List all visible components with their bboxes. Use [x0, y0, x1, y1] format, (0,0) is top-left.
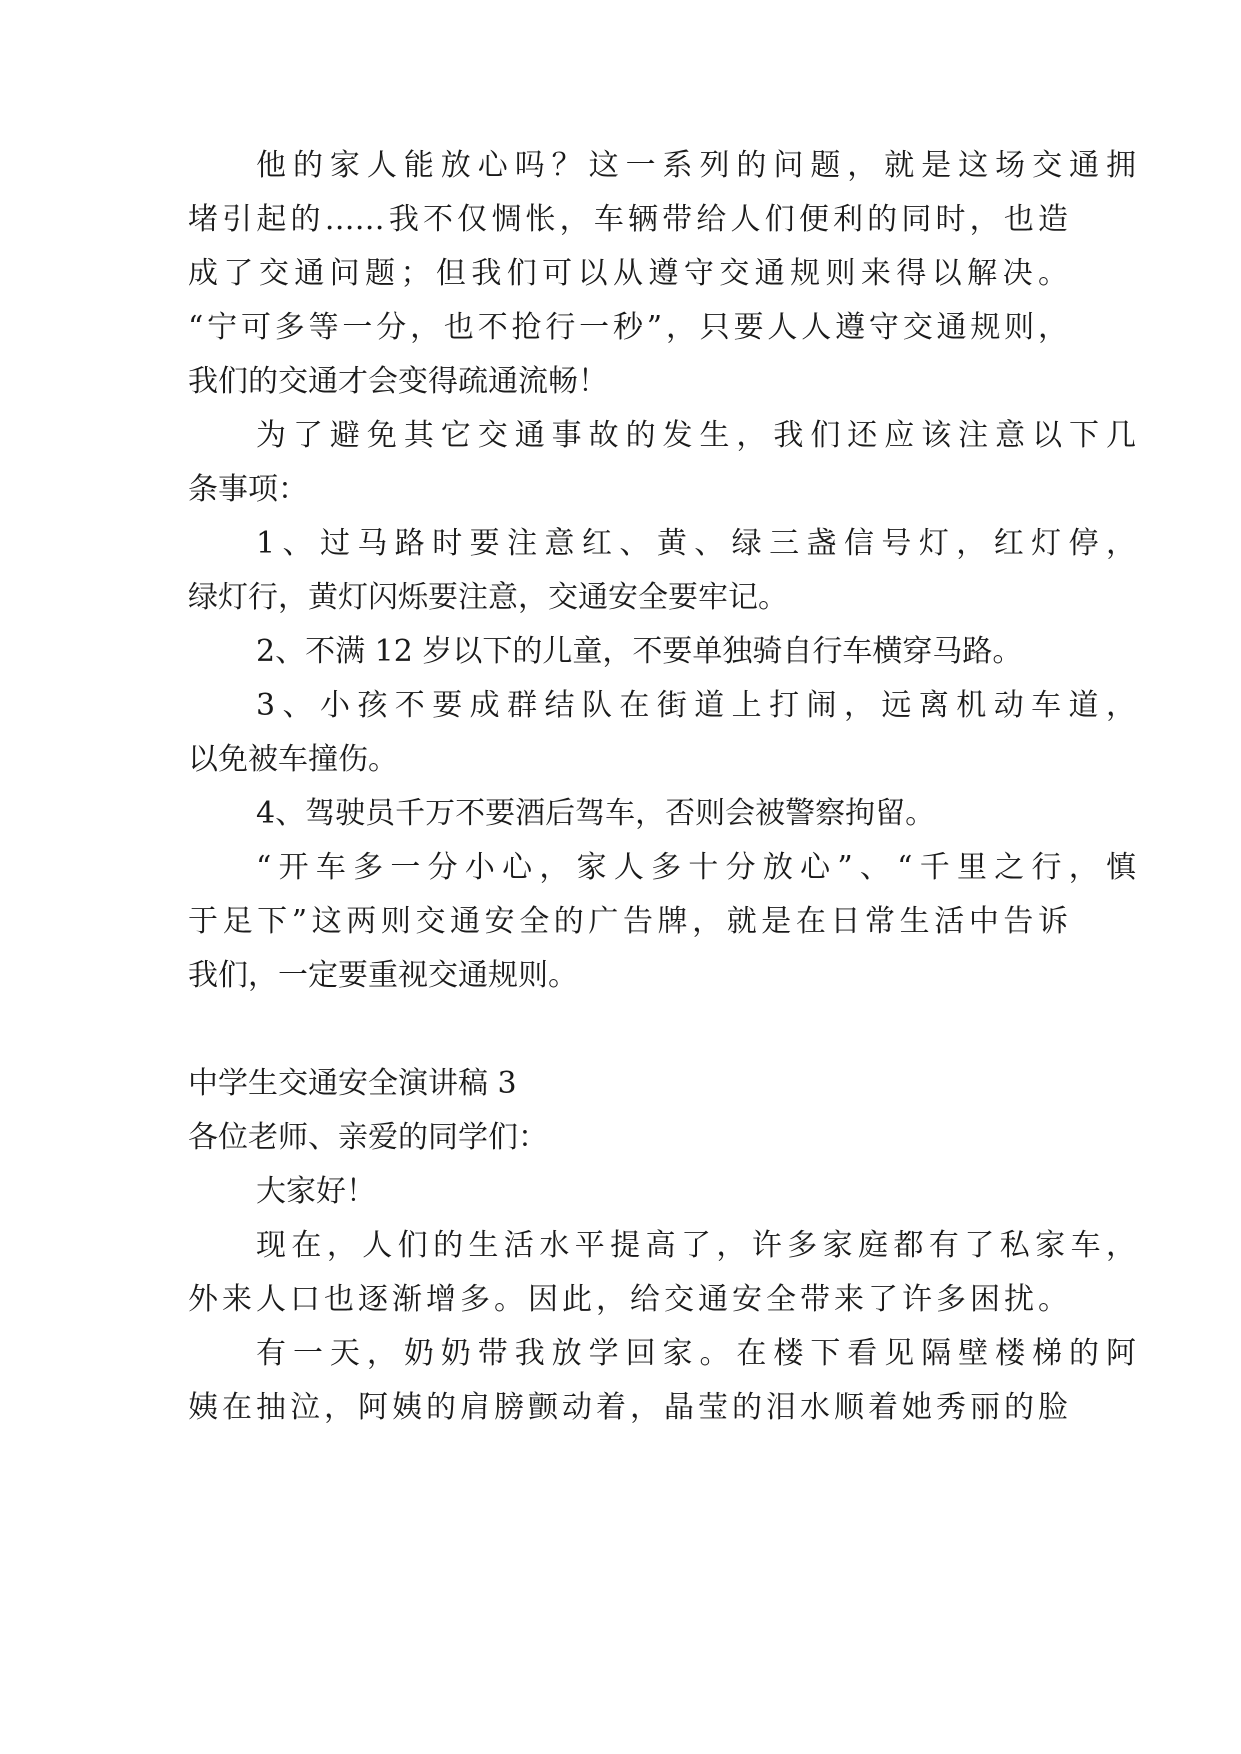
text-line: 我们，一定要重视交通规则。 [188, 958, 578, 993]
text-line: “开车多一分小心，家人多十分放心”、“千里之行，慎 [256, 850, 1136, 885]
salutation: 各位老师、亲爱的同学们： [188, 1120, 548, 1155]
text-line: 现在，人们的生活水平提高了，许多家庭都有了私家车， [256, 1228, 1136, 1263]
text-line: 于足下”这两则交通安全的广告牌，就是在日常生活中告诉 [188, 904, 1068, 939]
text-line: 成了交通问题；但我们可以从遵守交通规则来得以解决。 [188, 256, 1068, 291]
text-line: 4、驾驶员千万不要酒后驾车，否则会被警察拘留。 [256, 796, 936, 831]
text-line: “宁可多等一分，也不抢行一秒”，只要人人遵守交通规则， [188, 310, 1068, 345]
text-line: 2、不满 12 岁以下的儿童，不要单独骑自行车横穿马路。 [256, 634, 1023, 669]
text-line: 姨在抽泣，阿姨的肩膀颤动着，晶莹的泪水顺着她秀丽的脸 [188, 1390, 1068, 1425]
text-line: 堵引起的……我不仅惆怅，车辆带给人们便利的同时，也造 [188, 202, 1068, 237]
text-line: 条事项： [188, 472, 308, 507]
text-line: 他的家人能放心吗？这一系列的问题，就是这场交通拥 [256, 148, 1136, 183]
text-line: 1、过马路时要注意红、黄、绿三盏信号灯，红灯停， [256, 526, 1136, 561]
text-line: 3、小孩不要成群结队在街道上打闹，远离机动车道， [256, 688, 1136, 723]
text-line: 绿灯行，黄灯闪烁要注意，交通安全要牢记。 [188, 580, 788, 615]
section-title: 中学生交通安全演讲稿 3 [188, 1066, 517, 1101]
text-line: 外来人口也逐渐增多。因此，给交通安全带来了许多困扰。 [188, 1282, 1068, 1317]
text-line: 我们的交通才会变得疏通流畅！ [188, 364, 608, 399]
text-line: 为了避免其它交通事故的发生，我们还应该注意以下几 [256, 418, 1136, 453]
greeting: 大家好！ [256, 1174, 376, 1209]
text-line: 以免被车撞伤。 [188, 742, 398, 777]
text-line: 有一天，奶奶带我放学回家。在楼下看见隔壁楼梯的阿 [256, 1336, 1136, 1371]
